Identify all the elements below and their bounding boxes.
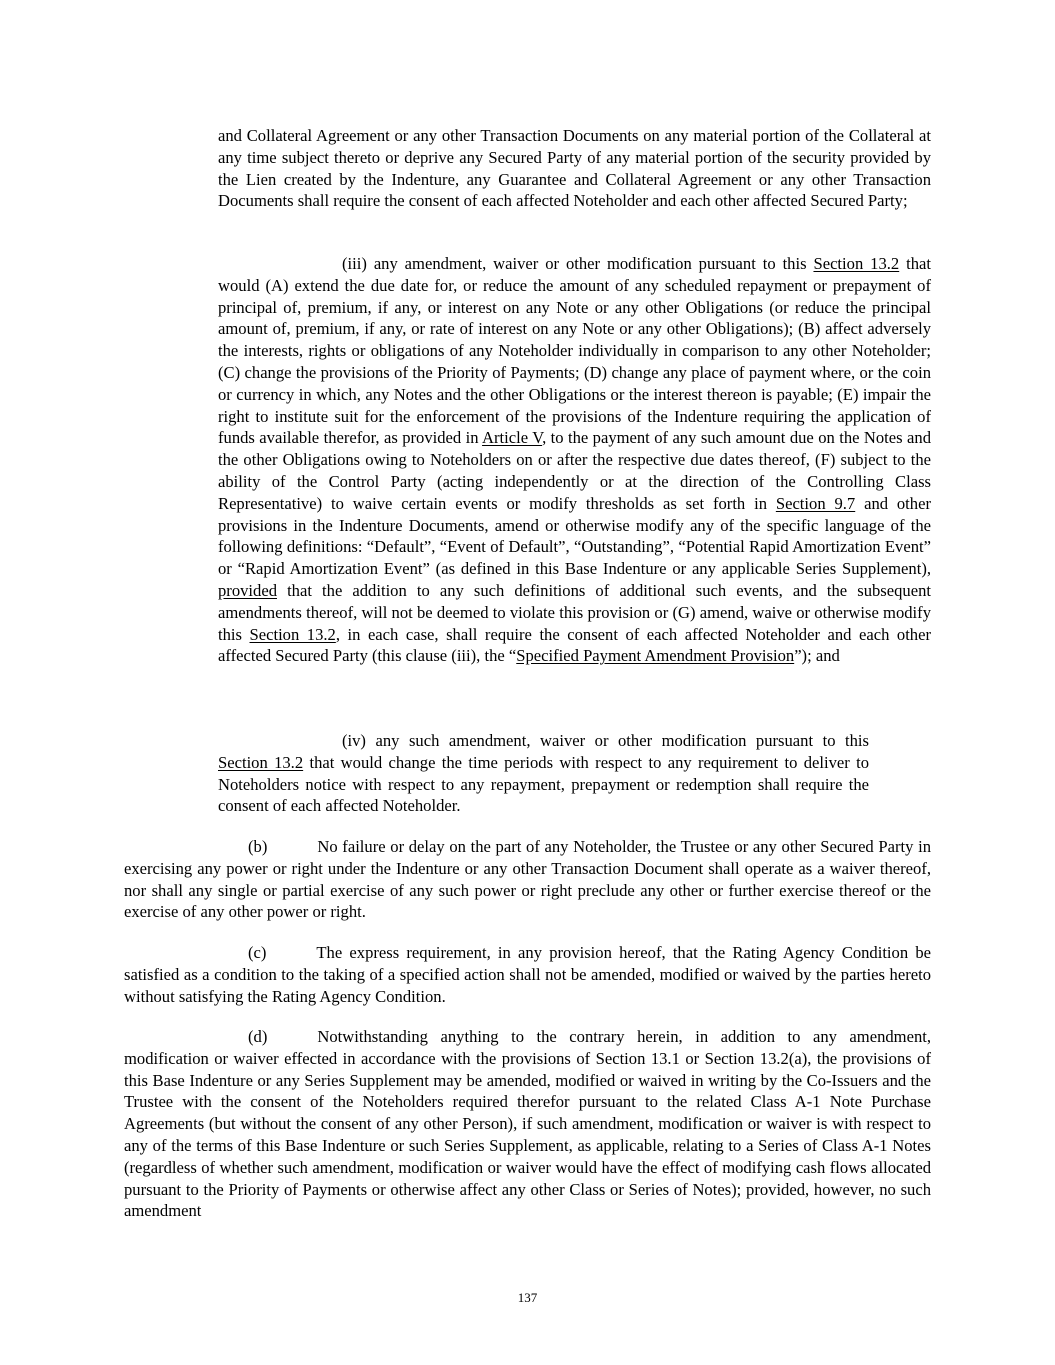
clause-text: ”); and xyxy=(794,646,840,666)
article-reference: Article V xyxy=(482,428,543,448)
paragraph-continuation xyxy=(218,125,931,212)
clause-iii xyxy=(218,253,931,667)
clause-text: that would change the time periods with respect to any requirement to deliver to Noteholders notice with respect to any repayment, prepayment or redemption shall require the consent of each affected Noteholder. xyxy=(218,752,869,816)
provided-term: provided xyxy=(218,580,277,600)
clause-text: The express requirement, in any provision hereof, that the Rating Agency Condition be satisfied as a condition to the taking of a specified action shall not be amended, modified or waived by the parties hereto without satisfying the Rating Agency Condition. xyxy=(124,943,931,1006)
clause-marker: (iv) xyxy=(342,731,366,750)
clause-b xyxy=(124,836,931,923)
clause-text: No failure or delay on the part of any Noteholder, the Trustee or any other Secured Party in exercising any power or right under the Indenture or any other Transaction Document shall operate as a waiver thereof, nor shall any single or partial exercise of any such power or right preclude any other or further exercise thereof or the exercise of any other power or right. xyxy=(124,837,931,922)
clause-marker: (iii) xyxy=(342,254,367,273)
paragraph-text: and Collateral Agreement or any other Transaction Documents on any material portion of the Collateral at any time subject thereto or deprive any Secured Party of any material portion of the security provided by the Lien created by the Indenture, any Guarantee and Collateral Agreement or any other Transaction Documents shall require the consent of each affected Noteholder and each other affected Secured Party; xyxy=(218,126,931,211)
clause-text: Notwithstanding anything to the contrary herein, in addition to any amendment, modification or waiver effected in accordance with the provisions of Section 13.1 or Section 13.2(a), the provisions of this Base Indenture or any Series Supplement may be amended, modified or waived in writing by the Co-Issuers and the Trustee with the consent of the Noteholders required therefor pursuant to the related Class A-1 Note Purchase Agreements (but without the consent of any other Person), if such amendment, modification or waiver is with respect to any of the terms of this Base Indenture or such Series Supplement, as applicable, relating to a Series of Class A-1 Notes (regardless of whether such amendment, modification or waiver would have the effect of modifying cash flows allocated pursuant to the Priority of Payments or otherwise affect any other Class or Series of Notes); provided, however, no such amendment xyxy=(124,1027,931,1221)
clause-text: that would (A) extend the due date for, or reduce the amount of any scheduled repayment or prepayment of principal of, premium, if any, or interest on any Note or any other Obligations (or reduce the principal amount of, premium, if any, or rate of interest on any Note or any other Obligations); (B) affect adversely the interests, rights or obligations of any Noteholder individually in comparison to any other Noteholder; (C) change the provisions of the Priority of Payments; (D) change any place of payment where, or the coin or currency in which, any Notes and the other Obligations or the interest thereon is payable; (E) impair the right to institute suit for the enforcement of the provisions of the Indenture requiring the application of funds available therefor, as provided in xyxy=(218,254,932,448)
section-reference: Section 13.2 xyxy=(249,624,336,644)
clause-text: that the addition to any such definitions of additional such events, and the subsequent amendments thereof, will not be deemed to violate this provision or (G) amend, waive or otherwise modify this xyxy=(218,580,931,644)
section-reference: Section 13.2 xyxy=(813,254,900,273)
clause-d xyxy=(124,1026,931,1222)
clause-text: any amendment, waiver or other modification pursuant to this xyxy=(373,254,814,273)
clause-iv xyxy=(218,730,869,817)
defined-term: Specified Payment Amendment Provision xyxy=(516,646,795,666)
clause-text: any such amendment, waiver or other modification pursuant to this xyxy=(375,731,870,750)
clause-text: , in each case, shall require the consent of each affected Noteholder and each other affected Secured Party (this clause (iii), the “ xyxy=(218,624,931,666)
page-number: 137 xyxy=(517,1290,538,1305)
section-reference: Section 9.7 xyxy=(775,493,856,513)
clause-c xyxy=(124,942,931,1007)
clause-marker: (b) xyxy=(248,837,268,856)
clause-text: , to the payment of any such amount due on the Notes and the other Obligations owing to Noteholders on or after the respective due dates thereof, (F) subject to the ability of the Control Party (acting independently or at the direction of the Controlling Class Representative) to waive certain events or modify thresholds as set forth in xyxy=(218,428,931,513)
clause-marker: (c) xyxy=(248,943,267,962)
section-reference: Section 13.2 xyxy=(218,752,304,772)
clause-text: and other provisions in the Indenture Documents, amend or otherwise modify any of the specific language of the following definitions: “Default”, “Event of Default”, “Outstanding”, “Potential Rapid Amortization Event” or “Rapid Amortization Event” (as defined in this Base Indenture or any applicable Series Supplement), xyxy=(218,493,931,579)
clause-marker: (d) xyxy=(248,1027,268,1046)
